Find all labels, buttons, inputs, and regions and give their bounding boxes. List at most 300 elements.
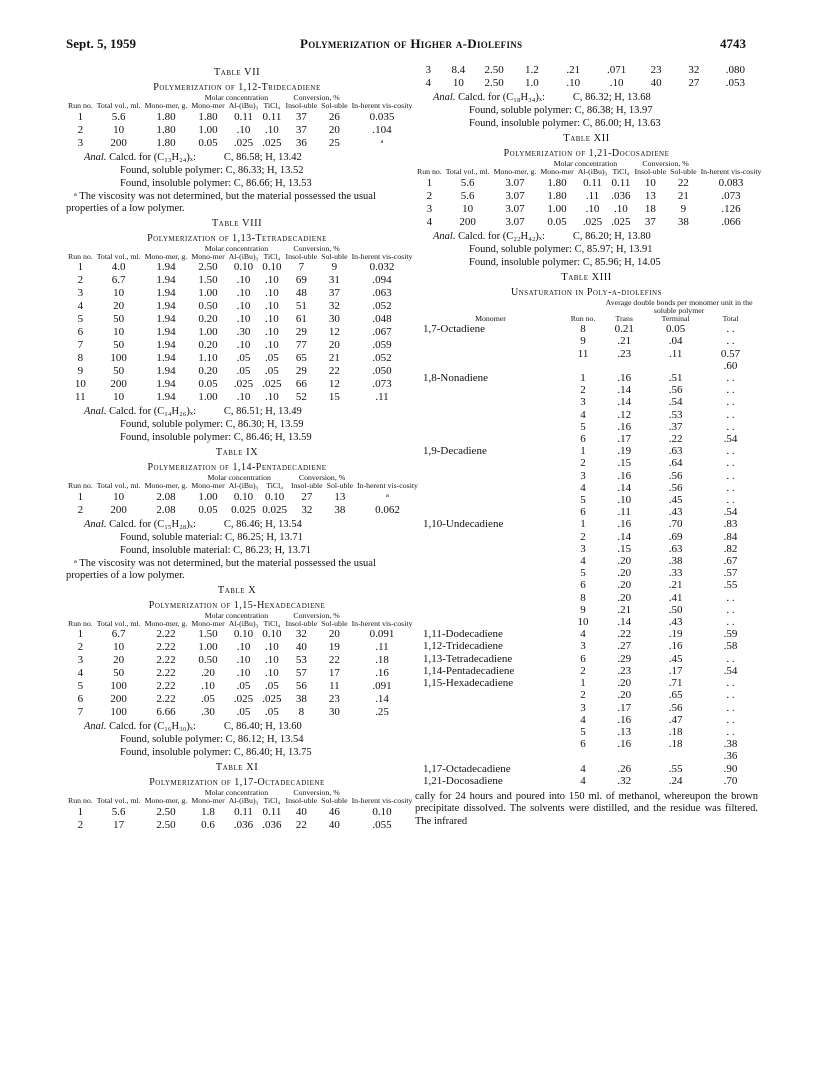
calcd-value: C, 86.51; H, 13.49 (223, 406, 302, 418)
table-cell: .025 (582, 215, 603, 228)
table-row (66, 313, 414, 326)
table-cell: .05 (265, 365, 279, 378)
table-cell: 27 (688, 77, 700, 89)
monomer-name (415, 457, 566, 469)
found-insoluble-value: C, 86.40; H, 13.75 (233, 747, 312, 759)
table-row (415, 775, 758, 787)
table-cell: 7 (77, 706, 84, 719)
found-soluble-label: Found, soluble polymer: (120, 419, 223, 431)
table-cell: .56 (668, 481, 683, 494)
average-bonds-header: Average double bonds per monomer unit in the soluble polymer (605, 297, 753, 315)
table-cell: .38 (668, 555, 683, 568)
viscosity-header: In-herent vis-cosity (351, 251, 413, 261)
table-cell: .64 (668, 457, 683, 470)
table-cell: 25 (328, 136, 340, 149)
table-row (415, 384, 758, 396)
table-cell: 1.94 (156, 365, 176, 378)
analysis-calcd (84, 405, 408, 418)
monomer-header: Mono-mer, g. (144, 251, 188, 261)
table-cell: .70 (723, 774, 738, 787)
table-row (415, 421, 758, 433)
table-cell: .20 (617, 677, 632, 690)
calcd-value: C, 86.20; H, 13.80 (572, 230, 651, 242)
table-cell: .22 (668, 433, 683, 446)
table-cell: . . (726, 725, 735, 738)
found-soluble-label: Found, soluble polymer: (120, 734, 223, 746)
table-cell: .56 (668, 384, 683, 397)
table-cell: .05 (201, 693, 215, 706)
table-cell: 2.50 (484, 77, 504, 89)
analysis-calcd (84, 720, 408, 733)
table-cell: .052 (372, 352, 392, 365)
table-cell: 1.94 (156, 326, 176, 339)
table-cell: 3 (426, 202, 433, 215)
table-cell: 2 (580, 530, 586, 543)
found-soluble-label: Found, soluble polymer: (469, 243, 572, 255)
calcd-value: C, 86.58; H, 13.42 (223, 151, 302, 163)
table-cell: . . (726, 701, 735, 714)
analysis-calcd (433, 230, 758, 243)
table-cell: 6 (580, 738, 586, 751)
run-header: Run no. (68, 618, 93, 628)
molar-monomer-header: Mono-mer (191, 251, 225, 261)
monomer-name (415, 592, 566, 604)
table-cell: 200 (110, 378, 127, 391)
table-cell: ᵃ (380, 136, 384, 149)
right-column (415, 64, 762, 828)
table-cell: 1.0 (524, 77, 539, 89)
table-cell: 1 (77, 490, 84, 503)
found-insoluble (84, 431, 408, 444)
table-cell (566, 360, 600, 372)
column-header-row (66, 620, 414, 628)
table-cell: .059 (372, 339, 392, 352)
table-cell: 4 (77, 667, 84, 680)
table-cell: 36 (295, 136, 307, 149)
table-number: Table IX (215, 447, 259, 459)
table-cell: .21 (617, 603, 632, 616)
table-cell: .59 (723, 628, 738, 641)
table-cell: 38 (677, 215, 689, 228)
table-cell: 22 (295, 818, 307, 831)
table-cell: 52 (295, 391, 307, 404)
table-cell: . . (726, 408, 735, 421)
table-cell: 6 (77, 326, 84, 339)
table-cell: .10 (236, 641, 251, 654)
table-cell: 0.091 (369, 628, 395, 641)
table-cell: 200 (110, 693, 127, 706)
table-cell: 1.94 (156, 378, 176, 391)
table-cell: 1 (77, 110, 84, 123)
monomer-name: 1,13-Tetradecadiene (423, 652, 513, 665)
table-cell: .10 (236, 313, 251, 326)
table-cell: .10 (265, 274, 279, 287)
table-row (66, 352, 414, 365)
table-cell: .025 (262, 136, 282, 149)
table-cell: .025 (262, 378, 282, 391)
table-cell: 20 (113, 300, 125, 313)
table-cell: 1.80 (198, 110, 218, 123)
table-cell: .025 (262, 693, 282, 706)
table-cell: 2.50 (156, 805, 176, 818)
table-cell: 2 (77, 641, 84, 654)
table-cell: 10 (113, 490, 125, 503)
table-cell: .05 (265, 706, 279, 719)
table-cell: 19 (328, 641, 340, 654)
table-cell: 18 (644, 202, 656, 215)
table-cell: 200 (110, 136, 127, 149)
monomer-name (415, 567, 566, 579)
table-cell: 1 (580, 372, 586, 385)
table-row (415, 64, 758, 77)
monomer-name (415, 396, 566, 408)
table-cell: . . (726, 677, 735, 690)
table-cell: 0.025 (231, 503, 256, 516)
molar-monomer-header: Mono-mer (191, 618, 225, 628)
table-cell: 1.00 (198, 641, 218, 654)
table-cell: 6.7 (111, 628, 126, 641)
table-cell: .60 (723, 359, 738, 372)
table-cell: 0.10 (372, 805, 392, 818)
monomer-name: 1,8-Nonadiene (423, 372, 489, 385)
table-row (415, 506, 758, 518)
table-cell: 8.4 (451, 64, 466, 76)
analysis-calcd (84, 151, 408, 164)
table-cell: 2 (426, 189, 433, 202)
table-cell: 12 (328, 378, 340, 391)
table-cell: .052 (372, 300, 392, 313)
table-cell: .41 (668, 591, 683, 604)
table-cell: 0.11 (262, 805, 282, 818)
table-cell: 20 (113, 654, 125, 667)
unsaturation-table (415, 299, 758, 787)
monomer-name (415, 555, 566, 567)
table-cell: 17 (113, 818, 125, 831)
table-row (66, 391, 414, 404)
soluble-header: Sol-uble (321, 618, 348, 628)
table-cell: .11 (668, 347, 683, 360)
table-cell: .51 (668, 372, 683, 385)
table-cell: 10 (644, 176, 656, 189)
table-cell: 0.10 (262, 628, 282, 641)
table-title: Polymerization of 1,17-Octadecadiene (149, 777, 325, 789)
found-soluble-value: C, 86.12; H, 13.54 (225, 734, 304, 746)
table-cell: 200 (110, 503, 127, 516)
found-insoluble-value: C, 86.46; H, 13.59 (233, 432, 312, 444)
found-soluble-label: Found, soluble material: (120, 531, 223, 543)
analysis-calcd (84, 518, 408, 531)
table-cell: .13 (617, 725, 632, 738)
table-cell: 1.94 (156, 352, 176, 365)
table-row (66, 111, 414, 124)
table-cell: 11 (577, 347, 589, 360)
table-cell: 4 (77, 300, 84, 313)
table-cell: 0.21 (614, 323, 634, 336)
analysis-calcd (433, 91, 758, 104)
table-cell: .15 (617, 542, 632, 555)
table-cell: .90 (723, 762, 738, 775)
table-cell: 37 (328, 287, 340, 300)
table-cell: .063 (372, 287, 392, 300)
table-cell: 6 (580, 433, 586, 446)
table-cell: 0.083 (718, 176, 744, 189)
table-row (415, 531, 758, 543)
monomer-name (415, 421, 566, 433)
table-number: Table XII (563, 133, 610, 144)
table-cell: .10 (265, 287, 279, 300)
table-cell: 10 (577, 616, 589, 629)
anal-label: Anal. (84, 518, 107, 530)
table-cell: 4 (580, 628, 586, 641)
table-cell: 1 (426, 176, 433, 189)
table-row (415, 348, 758, 360)
table-cell: 2 (580, 689, 586, 702)
table-cell (600, 360, 648, 372)
table-cell: 1.80 (156, 110, 176, 123)
calcd-label: Calcd. for (C₁₈H₃₄)ₓ: (458, 92, 545, 103)
table-cell: 30 (328, 313, 340, 326)
table-cell: 9 (580, 335, 586, 348)
table-cell: 5.6 (111, 805, 126, 818)
table-cell: 1 (77, 805, 84, 818)
table-cell: .21 (617, 335, 632, 348)
table-cell: 32 (301, 503, 313, 516)
table-row (415, 396, 758, 408)
data-table (415, 160, 763, 228)
table-cell: .10 (236, 654, 251, 667)
table-cell: .10 (236, 123, 251, 136)
table-cell: 10 (113, 287, 125, 300)
table-cell: 0.10 (233, 261, 254, 274)
table-cell: .14 (617, 530, 632, 543)
table-cell: 22 (677, 176, 689, 189)
molar-ticl4-header: TiCl₄ (263, 796, 281, 806)
monomer-name (415, 702, 566, 714)
page-date: Sept. 5, 1959 (66, 36, 137, 51)
table-cell: 5 (580, 725, 586, 738)
table-cell: 4 (426, 215, 433, 228)
table-row (415, 323, 758, 335)
table-cell: .33 (668, 567, 683, 580)
monomer-name (415, 616, 566, 628)
table-cell: 0.10 (262, 261, 282, 274)
table-cell: .05 (236, 680, 251, 693)
monomer-header: Monomer (475, 314, 506, 324)
table-cell: .23 (617, 347, 632, 360)
body-paragraph: cally for 24 hours and poured into 150 ml. of methanol, whereupon the brown precipitate dissolved. The solvents were distilled, and the residue was filtered. The infrared (415, 790, 758, 827)
table-cell: 10 (113, 123, 125, 136)
table-cell: 3.07 (505, 215, 525, 228)
table-cell: .104 (372, 123, 392, 136)
table-cell: 2.22 (156, 693, 176, 706)
table-cell: 6 (580, 506, 586, 519)
viscosity-header: In-herent vis-cosity (351, 101, 413, 111)
table-title: Polymerization of 1,21-Docosadiene (503, 148, 670, 160)
monomer-name (415, 482, 566, 494)
table-cell: 2.22 (156, 680, 176, 693)
table-row (415, 445, 758, 457)
table-row (415, 177, 763, 190)
table-cell: .20 (201, 667, 215, 680)
anal-label: Anal. (433, 230, 456, 242)
table-cell: .17 (617, 433, 632, 446)
table-cell: 1.2 (524, 64, 539, 76)
table-row (66, 300, 414, 313)
table-cell: 5 (77, 313, 84, 326)
table-cell: .38 (723, 738, 738, 751)
table-cell (566, 750, 600, 762)
column-header-row (415, 168, 763, 176)
left-column (66, 64, 418, 832)
table-cell: .43 (668, 506, 683, 519)
table-cell: .53 (668, 408, 683, 421)
table-cell (648, 750, 703, 762)
table-cell: .54 (723, 664, 738, 677)
table-cell: .55 (668, 762, 683, 775)
table-cell: 37 (295, 110, 307, 123)
table-cell: 4 (580, 713, 586, 726)
monomer-header: Mono-mer, g. (144, 618, 188, 628)
table-cell: .54 (723, 433, 738, 446)
column-header-row (415, 315, 758, 323)
table-cell: .69 (668, 530, 683, 543)
run-header: Run no. (68, 101, 93, 111)
monomer-name (415, 579, 566, 591)
table-cell: .036 (233, 818, 254, 831)
table-cell: 20 (328, 123, 340, 136)
table-row (66, 491, 420, 504)
volume-header: Total vol., ml. (96, 796, 141, 806)
found-soluble-value: C, 86.33; H, 13.52 (225, 164, 304, 176)
table-cell: 21 (677, 189, 689, 202)
found-insoluble-label: Found, insoluble polymer: (120, 177, 232, 189)
table-cell: 13 (334, 490, 346, 503)
table-cell: .025 (233, 378, 254, 391)
table-cell: .126 (721, 202, 741, 215)
table-row (415, 482, 758, 494)
found-soluble (84, 418, 408, 431)
molar-monomer-header: Mono-mer (191, 796, 225, 806)
monomer-name (415, 714, 566, 726)
table-cell: .025 (233, 693, 254, 706)
table-cell: 22 (328, 365, 340, 378)
table-cell: 0.05 (666, 323, 686, 336)
calcd-value: C, 86.32; H, 13.68 (572, 92, 651, 103)
conversion-group-header: Conversion, % (293, 610, 340, 620)
table-cell: 5 (580, 494, 586, 507)
monomer-name: 1,10-Undecadiene (423, 518, 504, 531)
table-cell: 27 (301, 490, 313, 503)
table-cell: 0.05 (198, 378, 218, 391)
table-cell: ᵃ (385, 490, 389, 503)
analysis-block (84, 720, 408, 759)
table-cell: 50 (113, 365, 125, 378)
table-row (415, 702, 758, 714)
analysis-block (433, 91, 758, 130)
table-cell: .21 (668, 579, 683, 592)
footnote: ᵃ The viscosity was not determined, but the material possessed the usual properties of a low polymer. (66, 557, 376, 581)
table-cell: 9 (580, 603, 586, 616)
table-cell: .24 (668, 774, 683, 787)
column-header-row (66, 253, 414, 261)
table-cell: .036 (262, 818, 282, 831)
table-cell: 30 (328, 706, 340, 719)
table-cell: 3.07 (505, 202, 525, 215)
table-cell: 1 (77, 628, 84, 641)
analysis-block (84, 405, 408, 444)
monomer-name: 1,21-Docosadiene (423, 774, 503, 787)
table-row (415, 726, 758, 738)
table-cell: 0.062 (375, 503, 400, 516)
table-cell: 11 (75, 391, 86, 404)
table-row (66, 504, 420, 517)
molar-al-header: Al-(iBu)₃ (577, 167, 608, 177)
table-row (66, 378, 414, 391)
table-cell: 200 (459, 215, 476, 228)
found-soluble-value: C, 86.38; H, 13.97 (574, 105, 653, 116)
calcd-label: Calcd. for (C₁₆H₃₀)ₓ: (109, 721, 196, 733)
table-cell: 1.94 (156, 391, 176, 404)
table-number: Table XIII (561, 271, 612, 283)
table-cell: .26 (617, 762, 632, 775)
table-cell: .27 (617, 640, 632, 653)
monomer-name (415, 470, 566, 482)
table-cell: .16 (617, 713, 632, 726)
data-table (66, 612, 414, 719)
table-cell: .45 (668, 652, 683, 665)
found-insoluble (433, 256, 758, 269)
table-cell: 0.50 (198, 300, 218, 313)
molar-group-header: Molar concentration (207, 473, 271, 483)
monomer-name (415, 409, 566, 421)
table-row (415, 216, 763, 229)
found-soluble (84, 733, 408, 746)
table-row (66, 706, 414, 719)
table-cell: 1.50 (198, 274, 218, 287)
table-cell: .036 (611, 189, 631, 202)
table-cell: 38 (334, 503, 346, 516)
table-cell: 66 (295, 378, 307, 391)
table-row (415, 457, 758, 469)
monomer-name (415, 335, 566, 347)
table-cell: . . (726, 457, 735, 470)
table-cell: .050 (372, 365, 392, 378)
table-cell: 2 (77, 818, 84, 831)
table-cell: 5.6 (460, 189, 475, 202)
conversion-group-header: Conversion, % (293, 243, 340, 253)
table-cell: 2.08 (156, 503, 176, 516)
table-cell: .30 (236, 326, 251, 339)
table-cell: 0.20 (198, 313, 218, 326)
calcd-value: C, 86.46; H, 13.54 (223, 518, 302, 530)
table-cell: .16 (668, 640, 683, 653)
table-cell: .65 (668, 689, 683, 702)
found-insoluble-value: C, 85.96; H, 14.05 (582, 256, 661, 268)
table-row (415, 77, 758, 90)
table-cell: 32 (295, 628, 307, 641)
table-cell: .67 (723, 555, 738, 568)
molar-monomer-header: Mono-mer (540, 167, 574, 177)
table-row (415, 653, 758, 665)
monomer-name: 1,7-Octadiene (423, 323, 485, 336)
table-cell: 1 (580, 518, 586, 531)
table-cell: .10 (609, 77, 624, 89)
found-insoluble-label: Found, insoluble polymer: (120, 432, 232, 444)
table-cell: 1.94 (156, 300, 176, 313)
table-cell: .05 (236, 365, 251, 378)
table-cell: 6 (77, 693, 84, 706)
table-cell: . . (726, 445, 735, 458)
